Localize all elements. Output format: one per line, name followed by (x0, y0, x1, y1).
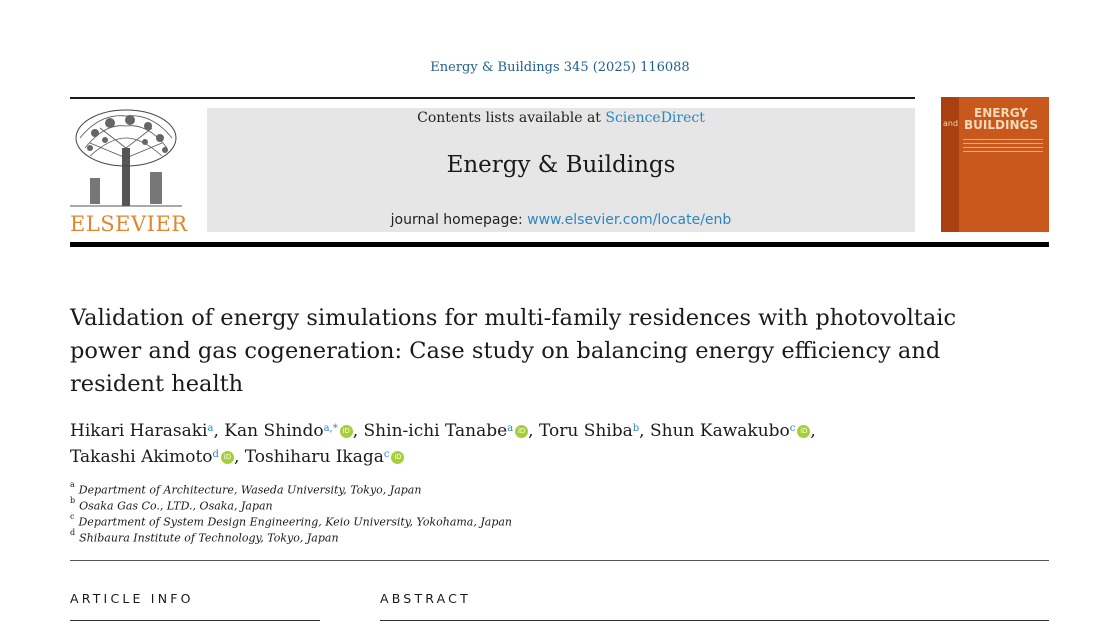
affiliation: $^d$ Shibaura Institute of Technology, Tokyo, Japan (70, 528, 339, 545)
homepage-line (207, 212, 915, 228)
author[interactable]: Toru Shiba$^b$ (538, 421, 640, 441)
journal-citation[interactable]: Energy & Buildings 345 (2025) 116088 (430, 60, 690, 75)
elsevier-wordmark: ELSEVIER (70, 212, 188, 236)
paper-title: Validation of energy simulations for multi-family residences with photovoltaic power and gas cogeneration: Case study on balancing energy efficiency and resident health (70, 305, 957, 397)
orcid-icon[interactable]: iD (340, 425, 353, 438)
orcid-icon[interactable]: iD (797, 425, 810, 438)
cover-side-panel (941, 97, 959, 232)
homepage-prefix: journal homepage: (390, 212, 528, 228)
orcid-icon[interactable]: iD (515, 425, 528, 438)
cover-text-lines (963, 139, 1043, 153)
orcid-icon[interactable]: iD (221, 451, 234, 464)
affiliation: $^c$ Department of System Design Engineering, Keio University, Yokohama, Japan (70, 512, 513, 529)
author[interactable]: Toshiharu Ikaga$^c$ iD (245, 447, 405, 467)
author[interactable]: Shun Kawakubo$^c$ iD (650, 421, 810, 441)
sciencedirect-link[interactable]: ScienceDirect (605, 110, 705, 126)
cover-and: and (943, 119, 959, 128)
author[interactable]: Kan Shindo$^{a,*}$ iD (224, 421, 352, 441)
orcid-icon[interactable]: iD (391, 451, 404, 464)
article-info-heading: ARTICLE INFO (70, 591, 194, 606)
affiliation: $^a$ Department of Architecture, Waseda University, Tokyo, Japan (70, 480, 422, 497)
article-info-rule (70, 620, 320, 621)
homepage-link[interactable]: www.elsevier.com/locate/enb (527, 212, 732, 228)
section-divider (70, 560, 1049, 561)
header-thick-rule (70, 242, 1049, 247)
cover-title: ENERGY BUILDINGS (964, 106, 1038, 132)
author-list: Hikari Harasaki$^a$, Kan Shindo$^{a,*}$ iD , Shin-ichi Tanabe$^a$ iD , Toru Shiba$^b$, Shun Kawakubo$^c$ iD , Takashi Akimoto$^d$ iD , Toshiharu Ikaga$^c$ iD (70, 421, 816, 467)
journal-banner (207, 108, 915, 232)
abstract-heading: ABSTRACT (380, 591, 471, 606)
abstract-rule (380, 620, 1049, 621)
journal-title: Energy & Buildings (446, 152, 676, 178)
author[interactable]: Hikari Harasaki$^a$ (70, 421, 214, 441)
contents-prefix: Contents lists available at (417, 110, 606, 126)
header-rule (70, 97, 915, 99)
author[interactable]: Takashi Akimoto$^d$ iD (70, 447, 234, 467)
affiliation: $^b$ Osaka Gas Co., LTD., Osaka, Japan (70, 496, 273, 513)
journal-cover-thumbnail[interactable] (941, 97, 1049, 232)
author[interactable]: Shin-ichi Tanabe$^a$ iD (364, 421, 529, 441)
contents-line (207, 110, 915, 126)
